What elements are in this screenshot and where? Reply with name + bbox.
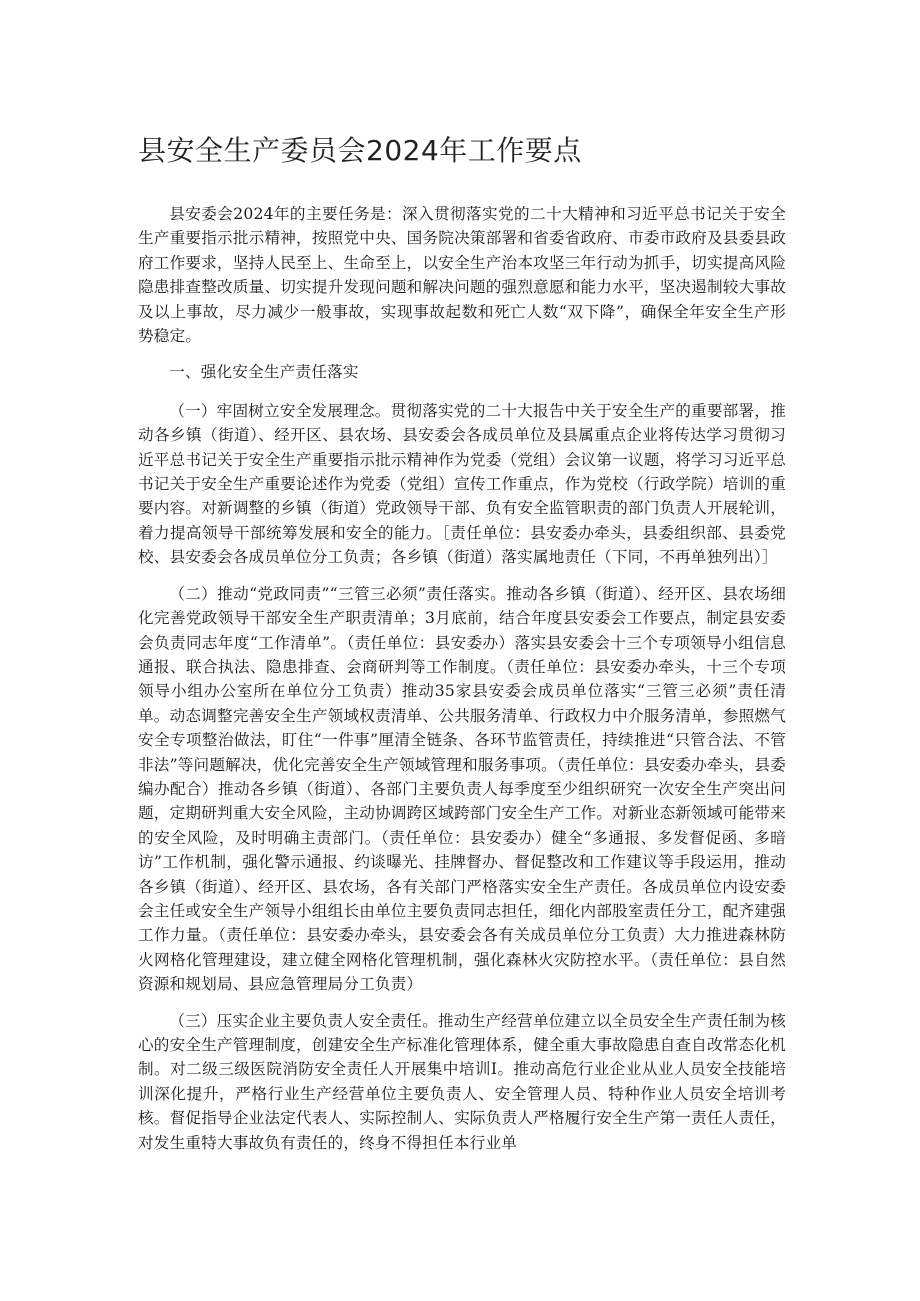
- intro-paragraph: 县安委会2024年的主要任务是：深入贯彻落实党的二十大精神和习近平总书记关于安全生产重要指示批示精神，按照党中央、国务院决策部署和省委省政府、市委市政府及县委县政府工作要求，坚持人民至上、生命至上，以安全生产治本攻坚三年行动为抓手，切实提高风险隐患排查整改质量、切实提升发现问题和解决问题的强烈意愿和能力水平，坚决遏制较大事故及以上事故，尽力减少一般事故，实现事故起数和死亡人数“双下降”，确保全年安全生产形势稳定。: [138, 205, 786, 346]
- section-2-paragraph: （二）推动“党政同责”“三管三必须”责任落实。推动各乡镇（街道）、经开区、县农场细化完善党政领导干部安全生产职责清单；3月底前，结合年度县安委会工作要点，制定县安委会负责同志年度“工作清单”。（责任单位：县安委办）落实县安委会十三个专项领导小组信息通报、联合执法、隐患排查、会商研判等工作制度。（责任单位：县安委办牵头，十三个专项领导小组办公室所在单位分工负责）推动35家县安委会成员单位落实“三管三必须”责任清单。动态调整完善安全生产领域权责清单、公共服务清单、行政权力中介服务清单，参照燃气安全专项整治做法，盯住“一件事”厘清全链条、各环节监管责任，持续推进“只管合法、不管非法”等问题解决，优化完善安全生产领域管理和服务事项。（责任单位：县安委办牵头，县委编办配合）推动各乡镇（街道）、各部门主要负责人每季度至少组织研究一次安全生产突出问题，定期研判重大安全风险，主动协调跨区域跨部门安全生产工作。对新业态新领域可能带来的安全风险，及时明确主责部门。（责任单位：县安委办）健全“多通报、多发督促函、多暗访”工作机制，强化警示通报、约谈曝光、挂牌督办、督促整改和工作建议等手段运用，推动各乡镇（街道）、经开区、县农场，各有关部门严格落实安全生产责任。各成员单位内设安委会主任或安全生产领导小组组长由单位主要负责同志担任，细化内部股室责任分工，配齐建强工作力量。（责任单位：县安委办牵头，县安委会各有关成员单位分工负责）大力推进森林防火网格化管理建设，建立健全网格化管理机制，强化森林火灾防控水平。（责任单位：县自然资源和规划局、县应急管理局分工负责）: [138, 584, 786, 994]
- document-page: [138, 126, 786, 1167]
- section-3-paragraph: （三）压实企业主要负责人安全责任。推动生产经营单位建立以全员安全生产责任制为核心的安全生产管理制度，创建安全生产标准化管理体系，健全重大事故隐患自查自改常态化机制。对二级三级医院消防安全责任人开展集中培训Ⅰ。推动高危行业企业从业人员安全技能培训深化提升，严格行业生产经营单位主要负责人、安全管理人员、特种作业人员安全培训考核。督促指导企业法定代表人、实际控制人、实际负责人严格履行安全生产第一责任人责任，对发生重特大事故负有责任的，终身不得担任本行业单: [138, 1011, 786, 1152]
- document-title: 县安全生产委员会2024年工作要点: [138, 134, 582, 167]
- section-1-paragraph: （一）牢固树立安全发展理念。贯彻落实党的二十大报告中关于安全生产的重要部署，推动各乡镇（街道）、经开区、县农场、县安委会各成员单位及县属重点企业将传达学习贯彻习近平总书记关于安全生产重要指示批示精神作为党委（党组）会议第一议题，将学习习近平总书记关于安全生产重要论述作为党委（党组）宣传工作重点，作为党校（行政学院）培训的重要内容。对新调整的乡镇（街道）党政领导干部、负有安全监管职责的部门负责人开展轮训，着力提高领导干部统筹发展和安全的能力。［责任单位：县安委办牵头，县委组织部、县委党校、县安委会各成员单位分工负责；各乡镇（街道）落实属地责任（下同，不再单独列出）］: [138, 401, 786, 567]
- section-heading-1: 一、强化安全生产责任落实: [169, 363, 359, 382]
